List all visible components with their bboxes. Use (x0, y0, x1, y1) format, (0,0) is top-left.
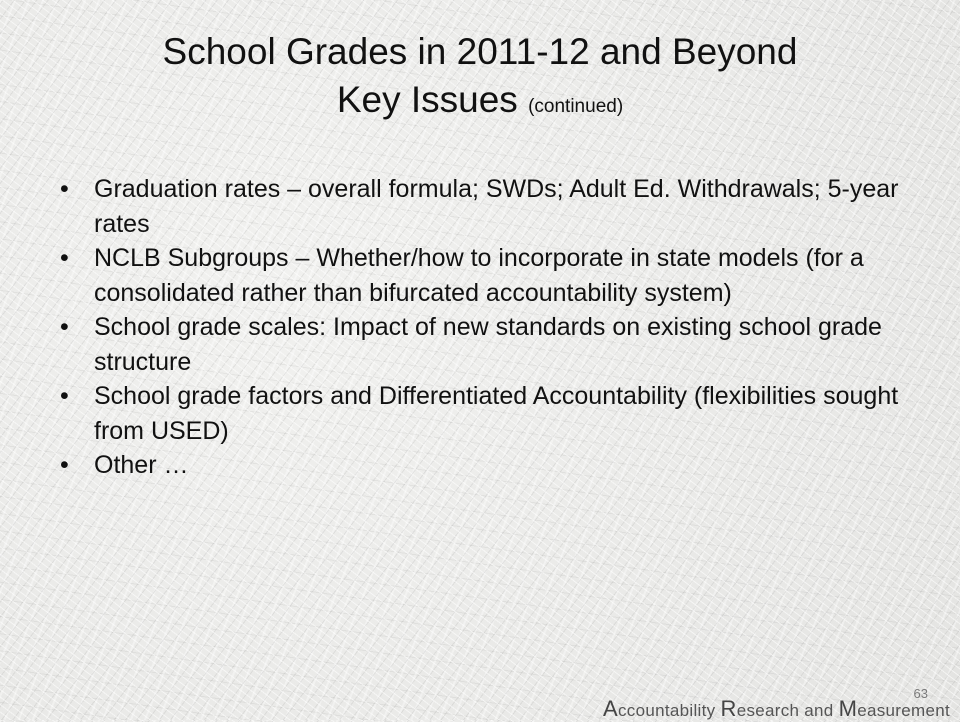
title-line-2 (0, 76, 960, 131)
title-note: (continued) (528, 96, 624, 117)
footer-text-r: esearch and (736, 701, 839, 720)
bullet-dot-icon: • (60, 175, 69, 203)
footer-cap-r: R (720, 696, 737, 721)
bullet-item (60, 241, 900, 310)
footer-organization-name (603, 696, 950, 722)
title-main-text: Key Issues (336, 79, 518, 120)
bullet-item (60, 310, 900, 379)
page-number: 63 (913, 686, 928, 701)
bullet-text: Other … (94, 451, 189, 479)
bullet-list (60, 172, 900, 483)
title-line-1: School Grades in 2011-12 and Beyond (162, 31, 798, 72)
bullet-text: NCLB Subgroups – Whether/how to incorporate in state models (for a consolidated rather than bifurcated accountability system) (94, 244, 864, 307)
bullet-dot-icon: • (60, 382, 69, 410)
bullet-dot-icon: • (60, 451, 69, 479)
bullet-dot-icon: • (60, 244, 69, 272)
bullet-text: Graduation rates – overall formula; SWDs; Adult Ed. Withdrawals; 5-year rates (94, 175, 899, 238)
footer-cap-a: A (603, 696, 618, 721)
bullet-item (60, 379, 900, 448)
footer-text-m: easurement (857, 701, 950, 720)
bullet-item (60, 448, 900, 483)
bullet-text: School grade factors and Differentiated Accountability (flexibilities sought from USED) (94, 382, 899, 445)
footer-cap-m: M (838, 696, 858, 721)
bullet-item (60, 172, 900, 241)
bullet-dot-icon: • (60, 313, 69, 341)
slide-title (0, 28, 960, 131)
footer-text-a: ccountability (618, 701, 721, 720)
bullet-text: School grade scales: Impact of new standards on existing school grade structure (94, 313, 882, 376)
